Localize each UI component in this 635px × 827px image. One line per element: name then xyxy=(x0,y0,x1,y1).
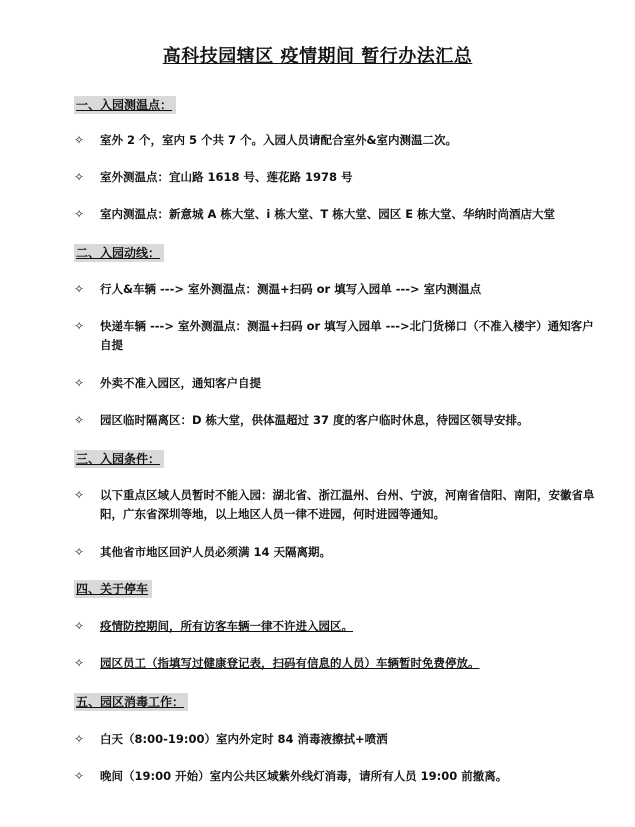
diamond-bullet-icon: ✧ xyxy=(74,133,85,147)
diamond-bullet-icon: ✧ xyxy=(74,656,85,670)
diamond-bullet-icon: ✧ xyxy=(74,413,85,427)
section-heading-1: 一、入园测温点： xyxy=(74,96,176,114)
diamond-bullet-icon: ✧ xyxy=(74,769,85,783)
diamond-bullet-icon: ✧ xyxy=(74,545,85,559)
item-text: 行人&车辆 ---> 室外测温点：测温+扫码 or 填写入园单 ---> 室内测温点 xyxy=(100,282,482,296)
diamond-bullet-icon: ✧ xyxy=(74,376,85,390)
item-text: 园区员工（指填写过健康登记表，扫码有信息的人员）车辆暂时免费停放。 xyxy=(100,656,480,670)
item-text: 白天（8:00-19:00）室内外定时 84 消毒液擦拭+喷洒 xyxy=(100,732,388,746)
diamond-bullet-icon: ✧ xyxy=(74,488,85,502)
item-text: 疫情防控期间，所有访客车辆一律不许进入园区。 xyxy=(100,619,353,633)
diamond-bullet-icon: ✧ xyxy=(74,732,85,746)
diamond-bullet-icon: ✧ xyxy=(74,170,85,184)
item-text: 外卖不准入园区，通知客户自提 xyxy=(100,376,261,390)
item-text: 室内测温点：新意城 A 栋大堂、i 栋大堂、T 栋大堂、园区 E 栋大堂、华纳时尚酒店大堂 xyxy=(100,207,556,221)
item-text: 晚间（19:00 开始）室内公共区域紫外线灯消毒，请所有人员 19:00 前撤离。 xyxy=(100,769,508,783)
item-text: 快递车辆 ---> 室外测温点：测温+扫码 or 填写入园单 --->北门货梯口（不准入楼宇）通知客户自提 xyxy=(100,319,594,352)
item-text: 其他省市地区回沪人员必须满 14 天隔离期。 xyxy=(100,545,332,559)
item-text: 以下重点区域人员暂时不能入园：湖北省、浙江温州、台州、宁波，河南省信阳、南阳，安徽省阜阳，广东省深圳等地，以上地区人员一律不进园，何时进园等通知。 xyxy=(100,488,595,521)
section-heading-3: 三、入园条件： xyxy=(74,450,164,468)
item-text: 室外 2 个，室内 5 个共 7 个。入园人员请配合室外&室内测温二次。 xyxy=(100,133,458,147)
diamond-bullet-icon: ✧ xyxy=(74,319,85,333)
diamond-bullet-icon: ✧ xyxy=(74,282,85,296)
document-title: 高科技园辖区 疫情期间 暂行办法汇总 xyxy=(162,46,473,67)
section-heading-5: 五、园区消毒工作： xyxy=(74,693,188,711)
item-text: 室外测温点：宜山路 1618 号、莲花路 1978 号 xyxy=(100,170,353,184)
item-text: 园区临时隔离区：D 栋大堂，供体温超过 37 度的客户临时休息，待园区领导安排。 xyxy=(100,413,529,427)
diamond-bullet-icon: ✧ xyxy=(74,619,85,633)
diamond-bullet-icon: ✧ xyxy=(74,207,85,221)
section-heading-2: 二、入园动线： xyxy=(74,244,164,262)
section-heading-4: 四、关于停车 xyxy=(74,580,152,598)
